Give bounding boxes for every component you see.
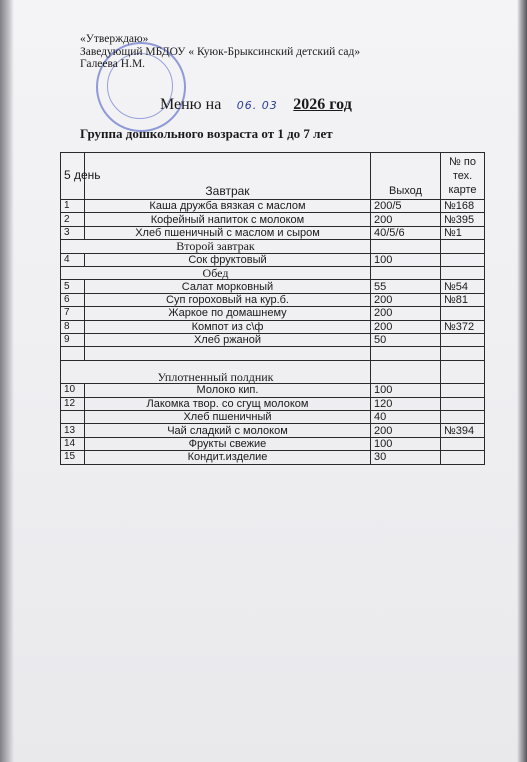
- approve-line: «Утверждаю»: [80, 33, 149, 45]
- section-title: Обед: [61, 266, 371, 279]
- tech-card-number: №81: [441, 293, 485, 306]
- table-row: [61, 226, 485, 239]
- portion-output: 200/5: [371, 200, 441, 213]
- dish-name: Жаркое по домашнему: [85, 307, 371, 320]
- empty-cell: [85, 347, 371, 361]
- dish-name: Хлеб пшеничный: [85, 411, 371, 424]
- portion-output: 200: [371, 213, 441, 226]
- dish-name: Хлеб ржаной: [85, 333, 371, 346]
- handwritten-date: 06. 03: [236, 99, 278, 112]
- dish-name: Салат морковный: [85, 280, 371, 293]
- portion-output: 50: [371, 333, 441, 346]
- dish-name: Хлеб пшеничный с маслом и сыром: [85, 226, 371, 239]
- tech-card-number: №372: [441, 320, 485, 333]
- tech-card-number: №394: [441, 424, 485, 437]
- group-caption: Группа дошкольного возраста от 1 до 7 лет: [80, 126, 333, 141]
- empty-cell: [441, 361, 485, 384]
- tech-card-number: [441, 333, 485, 346]
- tech-card-number: [441, 307, 485, 320]
- portion-output: 40: [371, 411, 441, 424]
- tech-card-number: [441, 411, 485, 424]
- row-number: 8: [61, 320, 85, 333]
- table-row: [61, 200, 485, 213]
- table-row: [61, 437, 485, 450]
- section-row: [61, 240, 485, 253]
- row-number: [61, 411, 85, 424]
- empty-cell: [61, 347, 85, 361]
- empty-cell: [371, 347, 441, 361]
- tech-card-number: №54: [441, 280, 485, 293]
- row-number: 12: [61, 397, 85, 410]
- portion-output: 100: [371, 384, 441, 397]
- row-number: 15: [61, 451, 85, 464]
- tech-card-number: [441, 437, 485, 450]
- title-year: 2026 год: [293, 96, 352, 113]
- section-row: [61, 361, 485, 384]
- table-row: [61, 411, 485, 424]
- row-number: 6: [61, 293, 85, 306]
- dish-name: Сок фруктовый: [85, 253, 371, 266]
- row-number: 5: [61, 280, 85, 293]
- blank-row: [61, 347, 485, 361]
- approve-line: Галеева Н.М.: [80, 58, 146, 70]
- portion-output: 100: [371, 437, 441, 450]
- header-day: 5 день: [61, 153, 85, 200]
- header-tech-card: № по тех. карте: [441, 153, 485, 200]
- dish-name: Чай сладкий с молоком: [85, 424, 371, 437]
- tech-card-number: №1: [441, 226, 485, 239]
- section-title: Уплотненный полдник: [61, 361, 371, 384]
- table-row: [61, 397, 485, 410]
- table-row: [61, 213, 485, 226]
- table-row: [61, 293, 485, 306]
- empty-cell: [371, 361, 441, 384]
- row-number: 10: [61, 384, 85, 397]
- title-prefix: Меню на: [160, 96, 222, 113]
- empty-cell: [371, 240, 441, 253]
- table-row: [61, 451, 485, 464]
- row-number: 13: [61, 424, 85, 437]
- portion-output: 40/5/6: [371, 226, 441, 239]
- empty-cell: [441, 240, 485, 253]
- row-number: 7: [61, 307, 85, 320]
- menu-table-body: [61, 200, 485, 465]
- portion-output: 200: [371, 293, 441, 306]
- portion-output: 120: [371, 397, 441, 410]
- portion-output: 200: [371, 424, 441, 437]
- tech-card-number: [441, 384, 485, 397]
- row-number: 3: [61, 226, 85, 239]
- approval-block: [80, 33, 360, 71]
- table-row: [61, 253, 485, 266]
- empty-cell: [371, 266, 441, 279]
- table-row: [61, 307, 485, 320]
- row-number: 2: [61, 213, 85, 226]
- portion-output: 30: [371, 451, 441, 464]
- dish-name: Каша дружба вязкая с маслом: [85, 200, 371, 213]
- portion-output: 200: [371, 320, 441, 333]
- table-row: [61, 333, 485, 346]
- menu-title: [160, 96, 352, 114]
- approve-line: Заведующий МБДОУ « Куюк-Брыксинский детский сад»: [80, 45, 361, 58]
- dish-name: Молоко кип.: [85, 384, 371, 397]
- tech-card-number: [441, 451, 485, 464]
- table-row: [61, 280, 485, 293]
- header-meal: Завтрак: [85, 153, 371, 200]
- dish-name: Кофейный напиток с молоком: [85, 213, 371, 226]
- dish-name: Кондит.изделие: [85, 451, 371, 464]
- table-row: [61, 384, 485, 397]
- dish-name: Фрукты свежие: [85, 437, 371, 450]
- portion-output: 100: [371, 253, 441, 266]
- tech-card-number: №395: [441, 213, 485, 226]
- row-number: 4: [61, 253, 85, 266]
- tech-card-number: №168: [441, 200, 485, 213]
- page-left-shadow: [0, 0, 14, 762]
- row-number: 1: [61, 200, 85, 213]
- header-output: Выход: [371, 153, 441, 200]
- page-right-shadow: [517, 0, 527, 762]
- dish-name: Суп гороховый на кур.б.: [85, 293, 371, 306]
- table-row: [61, 424, 485, 437]
- row-number: 9: [61, 333, 85, 346]
- table-row: [61, 320, 485, 333]
- menu-table: [60, 152, 485, 465]
- portion-output: 200: [371, 307, 441, 320]
- row-number: 14: [61, 437, 85, 450]
- tech-card-number: [441, 253, 485, 266]
- dish-name: Компот из с\ф: [85, 320, 371, 333]
- dish-name: Лакомка твор. со сгущ молоком: [85, 397, 371, 410]
- empty-cell: [441, 266, 485, 279]
- section-title: Второй завтрак: [61, 240, 371, 253]
- tech-card-number: [441, 397, 485, 410]
- portion-output: 55: [371, 280, 441, 293]
- empty-cell: [441, 347, 485, 361]
- section-row: [61, 266, 485, 279]
